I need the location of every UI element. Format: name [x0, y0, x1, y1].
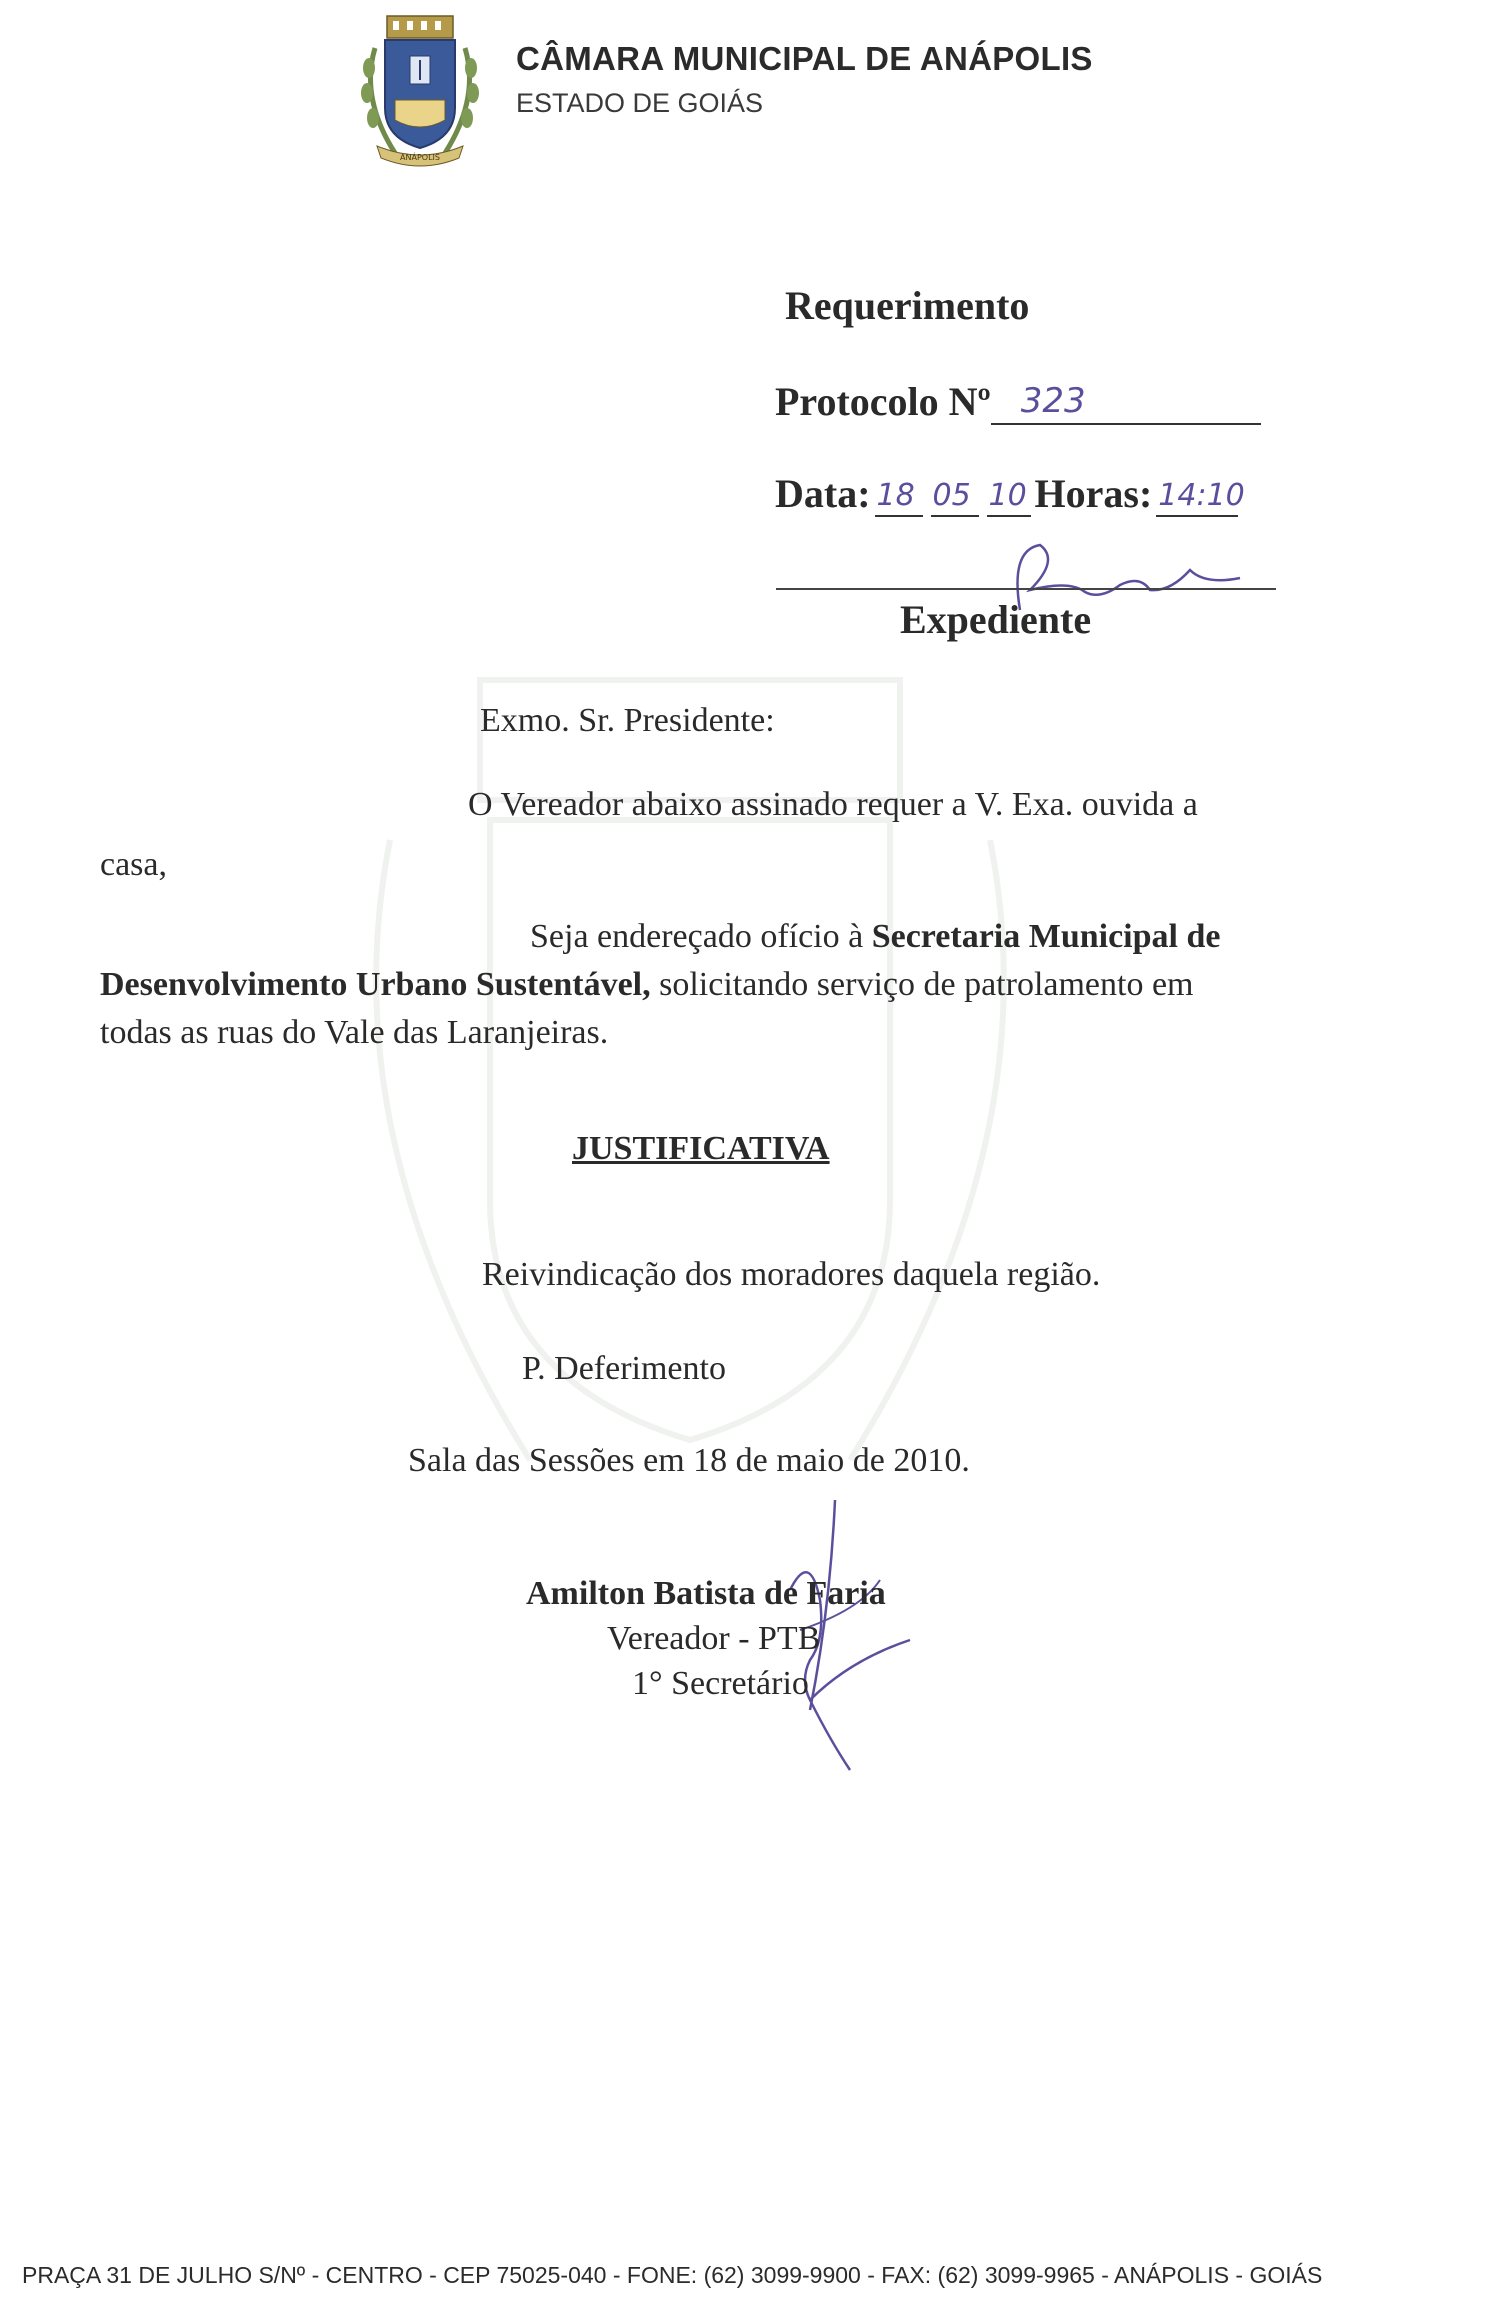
request-line-2-rest: solicitando serviço de patrolamento em: [650, 966, 1194, 1003]
request-secretariat-part-2: Desenvolvimento Urbano Sustentável,: [100, 966, 651, 1003]
signer-office: 1° Secretário: [632, 1665, 809, 1702]
date-day-handwritten: 18: [876, 478, 915, 513]
crest-banner-text: ANÁPOLIS: [400, 153, 440, 162]
date-year-handwritten: 10: [988, 478, 1027, 513]
request-start: Seja endereçado ofício à: [530, 918, 872, 955]
intro-line: O Vereador abaixo assinado requer a V. Exa. ouvida a: [468, 786, 1198, 823]
request-secretariat-part-1: Secretaria Municipal de: [871, 918, 1221, 955]
justification-heading: JUSTIFICATIVA: [572, 1130, 830, 1167]
hours-field: [1156, 471, 1245, 517]
closing-text: P. Deferimento: [522, 1350, 726, 1387]
municipal-crest-logo: [355, 8, 485, 168]
signer-role: Vereador - PTB: [607, 1620, 821, 1657]
request-line-2: [100, 966, 1194, 1004]
date-label: Data:: [775, 471, 871, 516]
crest-watermark: [330, 640, 1050, 1520]
organization-state: ESTADO DE GOIÁS: [516, 88, 764, 118]
intro-continuation: casa,: [100, 846, 168, 883]
place-and-date: Sala das Sessões em 18 de maio de 2010.: [408, 1442, 970, 1479]
organization-name: CÂMARA MUNICIPAL DE ANÁPOLIS: [516, 40, 1093, 77]
protocol-number-row: [775, 378, 1261, 425]
protocol-number-field: [991, 379, 1261, 425]
hours-label: Horas:: [1034, 471, 1153, 516]
date-day-field: [875, 471, 923, 517]
justification-text: Reivindicação dos moradores daquela região.: [482, 1256, 1101, 1293]
expediente-signature-line: [776, 588, 1276, 590]
date-year-field: [987, 471, 1031, 517]
request-line-3: todas as ruas do Vale das Laranjeiras.: [100, 1014, 609, 1051]
expediente-label: Expediente: [900, 597, 1092, 642]
protocol-number-handwritten: 323: [1020, 381, 1086, 421]
date-month-field: [931, 471, 979, 517]
footer-address: PRAÇA 31 DE JULHO S/Nº - CENTRO - CEP 75025-040 - FONE: (62) 3099-9900 - FAX: (62) 3099-9965 - ANÁPOLIS - GOIÁS: [22, 2262, 1323, 2288]
signer-name: Amilton Batista de Faria: [526, 1575, 886, 1612]
date-time-row: [775, 470, 1245, 517]
hours-handwritten: 14:10: [1158, 478, 1245, 513]
salutation: Exmo. Sr. Presidente:: [480, 702, 775, 739]
document-type-title: Requerimento: [785, 283, 1030, 328]
date-month-handwritten: 05: [932, 478, 971, 513]
request-line-1: [530, 918, 1220, 956]
protocol-label: Protocolo Nº: [775, 379, 991, 424]
